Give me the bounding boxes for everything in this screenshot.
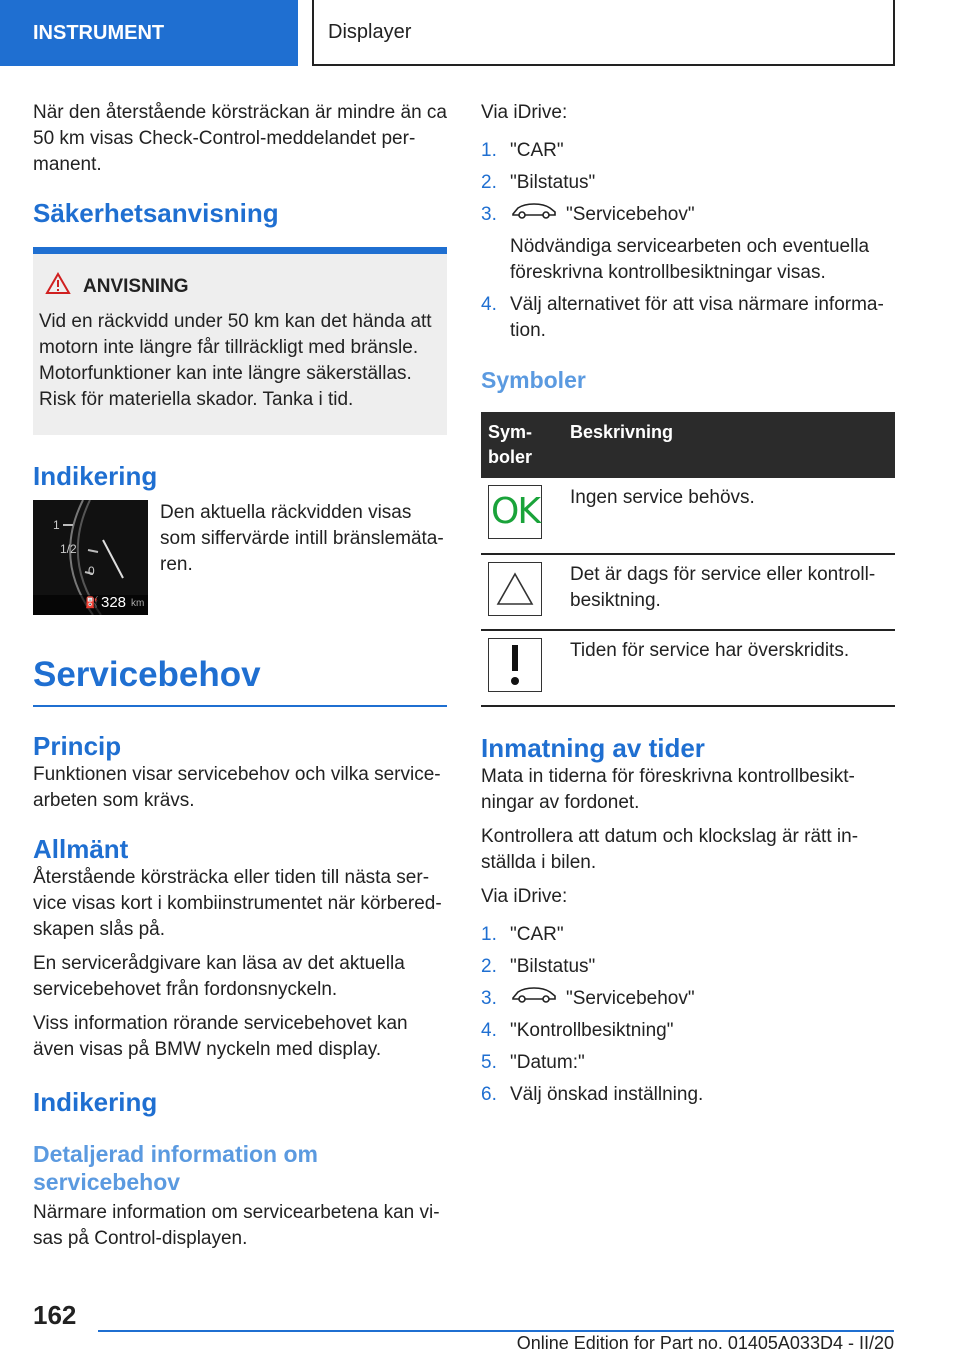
right-column [481,100,895,1114]
step-text: "CAR" [510,140,564,161]
edition-text: Online Edition for Part no. 01405A033D4 - II/20 [516,1333,894,1353]
col-header-description: Beskrivning [563,412,895,478]
list-item [481,170,895,196]
detail-text: Närmare information om servicearbetena kan visas på Control-displayen. [33,1202,440,1249]
list-item [481,986,895,1012]
col-header-symbols: Symboler [481,412,563,478]
indikering-heading: Indikering [33,461,158,491]
warning-notice [33,247,447,435]
step-content [510,202,895,286]
list-item [481,922,895,948]
fuel-gauge-image [33,500,148,615]
intro-paragraph: När den återstående körsträckan är mindre än ca 50 km visas Check-Control-meddelandet permanent. [33,102,447,175]
left-column [33,100,447,1260]
input-paragraph-2: Kontrollera att datum och klockslag är rätt inställda i bilen. [481,826,859,874]
step-number: 2. [481,956,497,978]
symbols-heading: Symboler [481,367,586,394]
step-number: 4. [481,294,497,316]
list-item [481,202,895,286]
step-text: Välj önskad inställning. [510,1084,704,1106]
table-row [481,630,895,706]
car-icon [510,986,558,1012]
step-text: Välj alternativet för att visa närmare information. [510,294,884,342]
car-icon [510,202,558,228]
allmant-paragraph-3: Viss information rörande servicebehovet kan även visas på BMW nyckeln med display. [33,1013,408,1060]
warning-text: Vid en räckvidd under 50 km kan det hända att motorn inte längre får tillräckligt med bränsle. Motorfunktioner kan inte längre säkerställas. Risk för materiella skador. Tanka i tid. [39,311,432,410]
range-value: 328 [101,594,127,611]
princip-heading: Princip [33,731,122,761]
fuel-pump-icon: ⛽ [85,597,99,609]
step-number: 4. [481,1020,497,1042]
gauge-label-half: 1/2 [60,542,77,556]
step-list-2 [481,922,895,1108]
exclamation-icon [488,638,542,692]
table-header-row [481,412,895,478]
service-heading-rule [33,705,447,707]
table-cell-description: Tiden för service har överskridits. [563,630,895,706]
via-idrive-1: Via iDrive: [481,102,568,123]
gauge-label-full: 1 [53,518,60,532]
table-row [481,554,895,630]
list-item [481,1018,895,1044]
step-text: "CAR" [510,924,564,946]
indikering-block [33,500,447,615]
input-heading: Inmatning av tider [481,733,705,764]
list-item [481,1050,895,1076]
step-number: 1. [481,924,497,946]
indikering-2-heading: Indikering [33,1087,158,1117]
step-number: 5. [481,1052,497,1074]
step-text: "Datum:" [510,1052,585,1074]
allmant-paragraph-2: En servicerådgivare kan läsa av det aktuella servicebehovet från fordonsnyckeln. [33,953,405,1000]
allmant-paragraph-1: Återstående körsträcka eller tiden till nästa service visas kort i kombiinstrumentet när körberedskapen slås på. [33,867,442,940]
detail-heading: Detaljerad information om servicebehov [33,1141,318,1195]
step-text: "Kontrollbesiktning" [510,1020,674,1042]
ok-symbol-text: OK [491,491,539,533]
service-heading: Servicebehov [33,655,261,694]
footer-rule [98,1330,894,1332]
list-item [481,138,895,164]
list-item [481,292,895,344]
gauge-label-empty: 0 [88,564,95,578]
chapter-tab: INSTRUMENT [0,0,298,66]
via-idrive-2: Via iDrive: [481,886,568,908]
step-list-1 [481,138,895,344]
ok-symbol-icon [488,485,542,539]
warning-box [33,254,447,435]
princip-text: Funktionen visar servicebehov och vilka servicearbeten som krävs. [33,764,441,811]
step-text: "Servicebehov" [566,988,695,1010]
allmant-heading: Allmänt [33,834,129,864]
warning-title: ANVISNING [83,275,189,297]
section-title: Displayer [312,0,895,66]
safety-heading: Säkerhetsanvisning [33,198,279,228]
step-number: 6. [481,1084,497,1106]
step-number: 3. [481,988,497,1010]
step-number: 1. [481,140,497,161]
range-unit: km [131,598,145,609]
step-content [510,986,895,1012]
warning-title-row [39,272,441,301]
step-text: "Bilstatus" [510,172,596,193]
step-number: 2. [481,172,497,193]
triangle-warning-icon [488,562,542,616]
table-row [481,478,895,554]
table-cell-description: Det är dags för service eller kontrollbesiktning. [563,554,895,630]
warning-triangle-icon [45,272,71,301]
step-number: 3. [481,204,497,225]
list-item [481,954,895,980]
page-number: 162 [33,1300,77,1330]
input-paragraph-1: Mata in tiderna för föreskrivna kontrollbesiktningar av fordonet. [481,766,855,814]
table-cell-description: Ingen service behövs. [563,478,895,554]
symbols-table [481,412,895,707]
indikering-text: Den aktuella räckvidden visas som siffervärde intill bränslemätaren. [160,502,444,575]
step-subtext: Nödvändiga servicearbeten och eventuella föreskrivna kontrollbesiktningar visas. [510,236,870,284]
list-item [481,1082,895,1108]
warning-bar [33,247,447,254]
step-text: "Bilstatus" [510,956,596,978]
step-text: "Servicebehov" [566,204,695,226]
